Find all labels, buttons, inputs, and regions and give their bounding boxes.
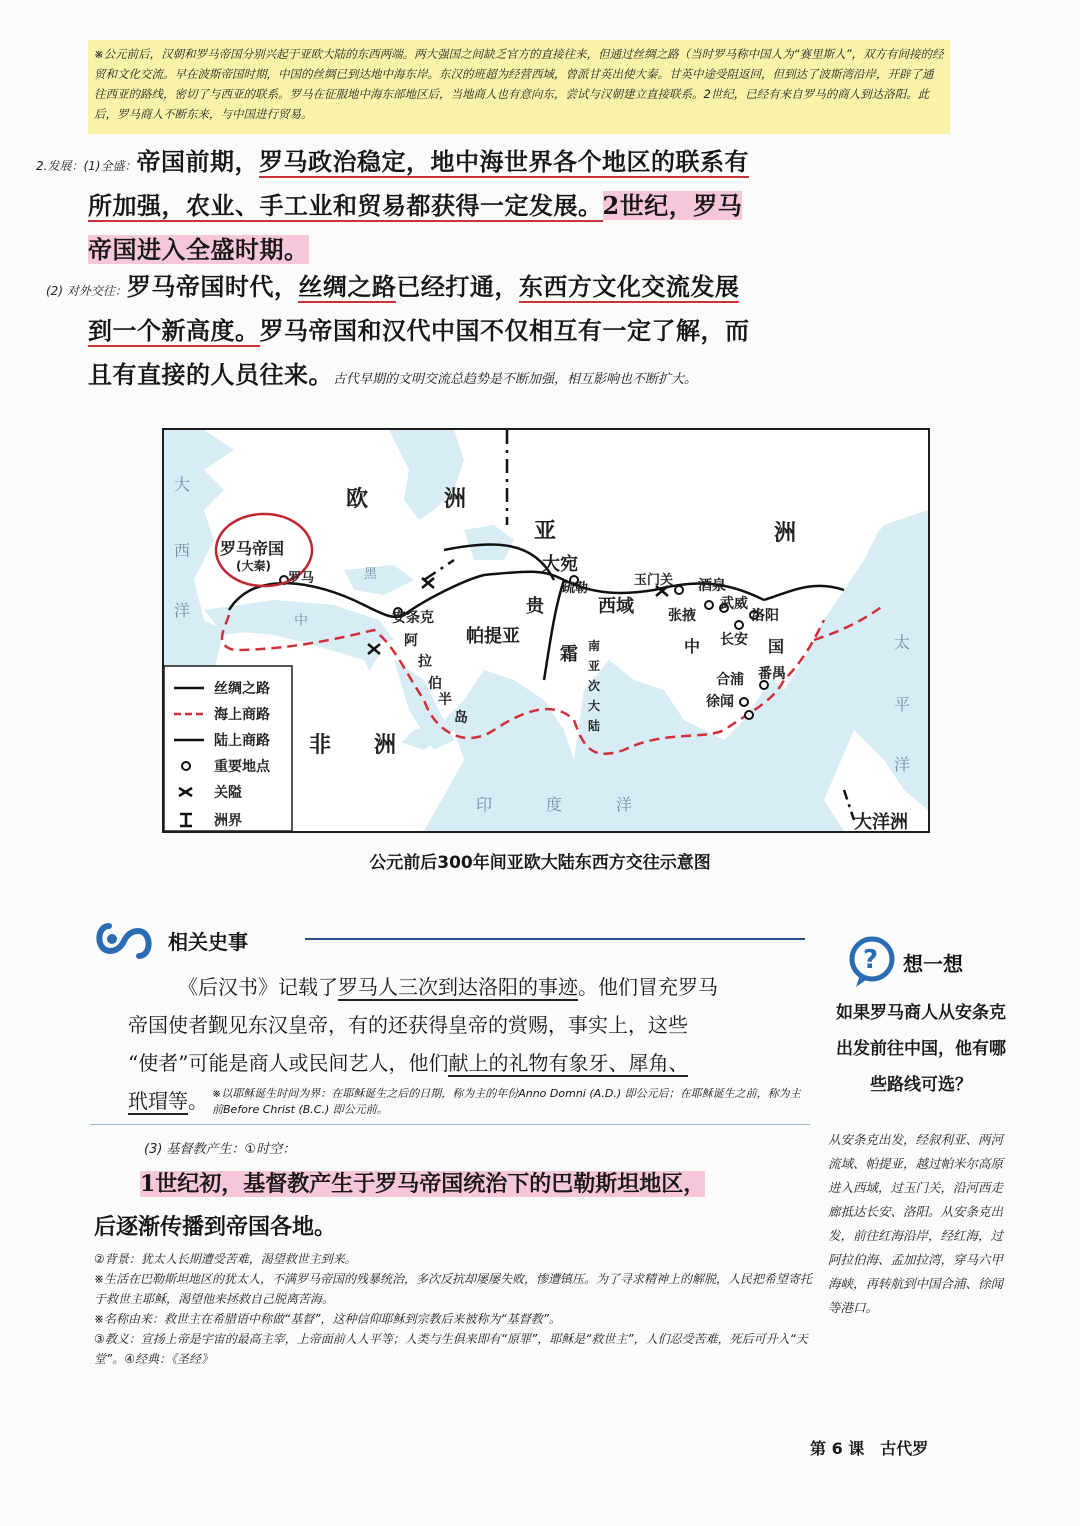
- page-footer: 第 6 课 古代罗: [810, 1439, 929, 1458]
- christianity-note-1: ②背景：犹太人长期遭受苦难，渴望救世主到来。: [94, 1252, 357, 1266]
- label-atlantic-2: 西: [174, 541, 191, 560]
- legend-pass: 关隘: [214, 785, 242, 801]
- external-note: 古代早期的文明交流总趋势是不断加强，相互影响也不断扩大。: [333, 372, 698, 387]
- think-title: 想一想: [903, 952, 963, 976]
- label-dayuan: 大宛: [542, 554, 578, 575]
- label-luoyang: 洛阳: [751, 608, 779, 624]
- label-pacific-2: 平: [894, 695, 911, 714]
- external-line1-b: 丝绸之路: [298, 272, 397, 301]
- trade-map-svg: [164, 430, 928, 831]
- label-zhangye: 张掖: [668, 608, 696, 624]
- label-africa-1: 非: [309, 733, 332, 758]
- label-jiuquan: 酒泉: [698, 578, 726, 594]
- related-p3-b: 献上的礼物有象牙、犀角、: [448, 1051, 689, 1075]
- legend-boundary: 洲界: [214, 813, 242, 829]
- label-europe-1: 欧: [346, 487, 369, 512]
- external-line3: 且有直接的人员往来。: [88, 360, 333, 389]
- marker-panyu: [760, 681, 768, 689]
- label-oceania: 大洋洲: [854, 812, 908, 831]
- related-history-rule: [305, 938, 805, 940]
- question-icon: [848, 935, 898, 993]
- development-line2-b: 2世纪，罗马: [602, 191, 743, 220]
- label-arabia-1: 阿: [404, 633, 418, 649]
- label-indian-1: 印: [476, 795, 493, 814]
- external-line1-a: 罗马帝国时代，: [126, 272, 299, 301]
- label-shule: 疏勒: [562, 581, 589, 596]
- section-divider: [90, 1124, 810, 1125]
- label-south-asia-2: 亚: [588, 659, 601, 673]
- related-p3-a: “使者”可能是商人或民间艺人，他们: [128, 1051, 449, 1075]
- label-europe-2: 洲: [444, 487, 467, 512]
- label-black-sea: 黑: [364, 567, 378, 582]
- development-label: 2.发展：(1)全盛：: [36, 159, 137, 173]
- christianity-line2: 后逐渐传播到帝国各地。: [94, 1214, 337, 1240]
- label-indian-2: 度: [546, 795, 563, 814]
- label-asia-1: 亚: [534, 519, 557, 544]
- related-history-icon: [94, 916, 154, 970]
- label-south-asia-4: 大: [588, 699, 601, 713]
- related-p2: 帝国使者觐见东汉皇帝，有的还获得皇帝的赏赐，事实上，这些: [128, 1013, 688, 1037]
- related-p4-a: 玳瑁等: [128, 1089, 188, 1113]
- external-line2-a: 到一个新高度。: [88, 316, 260, 345]
- related-p4-b: 。: [188, 1089, 208, 1113]
- think-question: 如果罗马商人从安条克出发前往中国，他有哪些路线可选？: [836, 1003, 1006, 1095]
- label-atlantic-3: 洋: [174, 601, 191, 620]
- related-p1-c: 。他们冒充罗马: [578, 975, 718, 999]
- marker-xuwen: [745, 711, 753, 719]
- trade-map: [162, 428, 930, 833]
- external-line1-d: 东西方文化交流发展: [518, 272, 740, 301]
- legend-place: 重要地点: [214, 759, 270, 775]
- development-line2-a: 所加强，农业、手工业和贸易都获得一定发展。: [88, 191, 603, 220]
- label-antioch: 安条克: [392, 610, 434, 626]
- external-label: (2) 对外交往：: [46, 284, 127, 298]
- label-hepu: 合浦: [716, 672, 744, 688]
- think-answer: 从安条克出发，经叙利亚、两河流域、帕提亚，越过帕米尔高原进入西域，过玉门关，沿河西走廊抵达长安、洛阳。从安条克出发，前往红海沿岸，经红海，过阿拉伯海、孟加拉湾，穿马六甲海峡，再转航到中国合浦、徐闻等港口。: [828, 1132, 1004, 1315]
- annotation-note: [88, 40, 950, 134]
- christianity-note-3: ※名称由来：救世主在希腊语中称做“基督”，这种信仰耶稣到宗教后来被称为“基督教”。: [94, 1312, 561, 1326]
- label-rome: 罗马: [288, 571, 315, 586]
- label-pacific-3: 洋: [894, 755, 911, 774]
- label-yumenguan: 玉门关: [634, 573, 674, 588]
- label-wuwei: 武威: [720, 596, 748, 612]
- legend-silk-road: 丝绸之路: [214, 681, 270, 697]
- legend-place-swatch: [182, 762, 190, 770]
- label-panyu: 番禺: [758, 666, 786, 682]
- label-arabia-4: 半: [438, 692, 452, 708]
- development-line1-b: 罗马政治稳定，地中海世界各个地区的联系有: [258, 147, 749, 176]
- label-south-asia-1: 南: [588, 639, 601, 653]
- related-history-title: 相关史事: [168, 930, 248, 954]
- label-south-asia-5: 陆: [588, 719, 601, 733]
- marker-hepu: [740, 698, 748, 706]
- label-atlantic-1: 大: [174, 475, 191, 494]
- label-south-asia-3: 次: [588, 679, 601, 693]
- label-xiyu: 西域: [598, 596, 634, 617]
- marker-jiuquan: [675, 586, 683, 594]
- label-daqin: (大秦): [236, 559, 271, 573]
- christianity-section: [94, 1138, 814, 1369]
- related-note: ※以耶稣诞生时间为界：在耶稣诞生之后的日期，称为主的年份Anno Domni (A.D.) 即公元后；在耶稣诞生之前，称为主前Before Christ (B.C.) 即公元前。: [212, 1087, 801, 1116]
- label-pacific-1: 太: [894, 633, 911, 652]
- label-arabia-2: 拉: [418, 654, 432, 670]
- label-xuwen: 徐闻: [706, 694, 734, 710]
- related-p1-b: 罗马人三次到达洛阳的事迹: [338, 975, 578, 999]
- label-arabia-3: 伯: [428, 676, 442, 692]
- external-section: [46, 265, 846, 397]
- label-arabia-5: 岛: [454, 710, 468, 726]
- christianity-notes: [94, 1249, 814, 1369]
- label-china-1: 中: [684, 637, 701, 656]
- legend-sea-route: 海上商路: [214, 707, 270, 723]
- label-gui: 贵: [526, 596, 544, 617]
- map-legend: [164, 666, 292, 831]
- label-mediterranean: 中: [294, 613, 308, 629]
- development-line3: 帝国进入全盛时期。: [88, 235, 309, 264]
- label-africa-2: 洲: [374, 733, 397, 758]
- map-caption: 公元前后300年间亚欧大陆东西方交往示意图: [369, 853, 711, 873]
- christianity-sub: (3) 基督教产生：①时空：: [144, 1142, 296, 1157]
- label-asia-2: 洲: [774, 521, 797, 546]
- label-parthia: 帕提亚: [466, 626, 520, 647]
- marker-zhangye: [705, 601, 713, 609]
- christianity-line1: 1世纪初，基督教产生于罗马帝国统治下的巴勒斯坦地区，: [140, 1171, 706, 1197]
- annotation-note-text: ※公元前后，汉朝和罗马帝国分别兴起于亚欧大陆的东西两端。两大强国之间缺乏官方的直接往来，但通过丝绸之路（当时罗马称中国人为“赛里斯人”，双方有间接的经贸和文化交流。早在波斯帝国时期，中国的丝绸已到达地中海东岸。东汉的班超为经营西域，曾派甘英出使大秦。甘英中途受阻返回，但到达了波斯湾沿岸，开辟了通往西亚的路线，密切了与西亚的联系。罗马在征服地中海东部地区后，当地商人也有意向东，尝试与汉朝建立直接联系。2世纪，已经有来自罗马的商人到达洛阳。此后，罗马商人不断东来，与中国进行贸易。: [94, 47, 944, 121]
- external-line2-b: 罗马帝国和汉代中国不仅相互有一定了解，而: [259, 316, 750, 345]
- label-china-2: 国: [768, 637, 785, 656]
- development-section: [36, 140, 796, 272]
- label-rome-empire: 罗马帝国: [220, 539, 285, 558]
- label-indian-3: 洋: [616, 795, 633, 814]
- related-history-text: [128, 968, 808, 1120]
- christianity-note-2: ※生活在巴勒斯坦地区的犹太人，不满罗马帝国的残暴统治，多次反抗却屡屡失败，惨遭镇压。为了寻求精神上的解脱，人民把希望寄托于救世主耶稣，渴望他来拯救自己脱离苦海。: [94, 1272, 813, 1306]
- legend-land-route: 陆上商路: [214, 733, 270, 749]
- svg-text:?: ?: [863, 945, 879, 975]
- related-p1-a: 《后汉书》记载了: [178, 975, 338, 999]
- external-line1-c: 已经打通，: [396, 272, 519, 301]
- christianity-note-4: ③教义：宣扬上帝是宇宙的最高主宰，上帝面前人人平等；人类与生俱来即有“原罪”，耶稣是“救世主”，人们忍受苦难，死后可升入“天堂”。④经典：《圣经》: [94, 1332, 808, 1366]
- label-shuang: 霜: [560, 644, 578, 665]
- development-line1-a: 帝国前期，: [136, 147, 259, 176]
- label-changan: 长安: [720, 632, 748, 648]
- marker-changan: [735, 621, 743, 629]
